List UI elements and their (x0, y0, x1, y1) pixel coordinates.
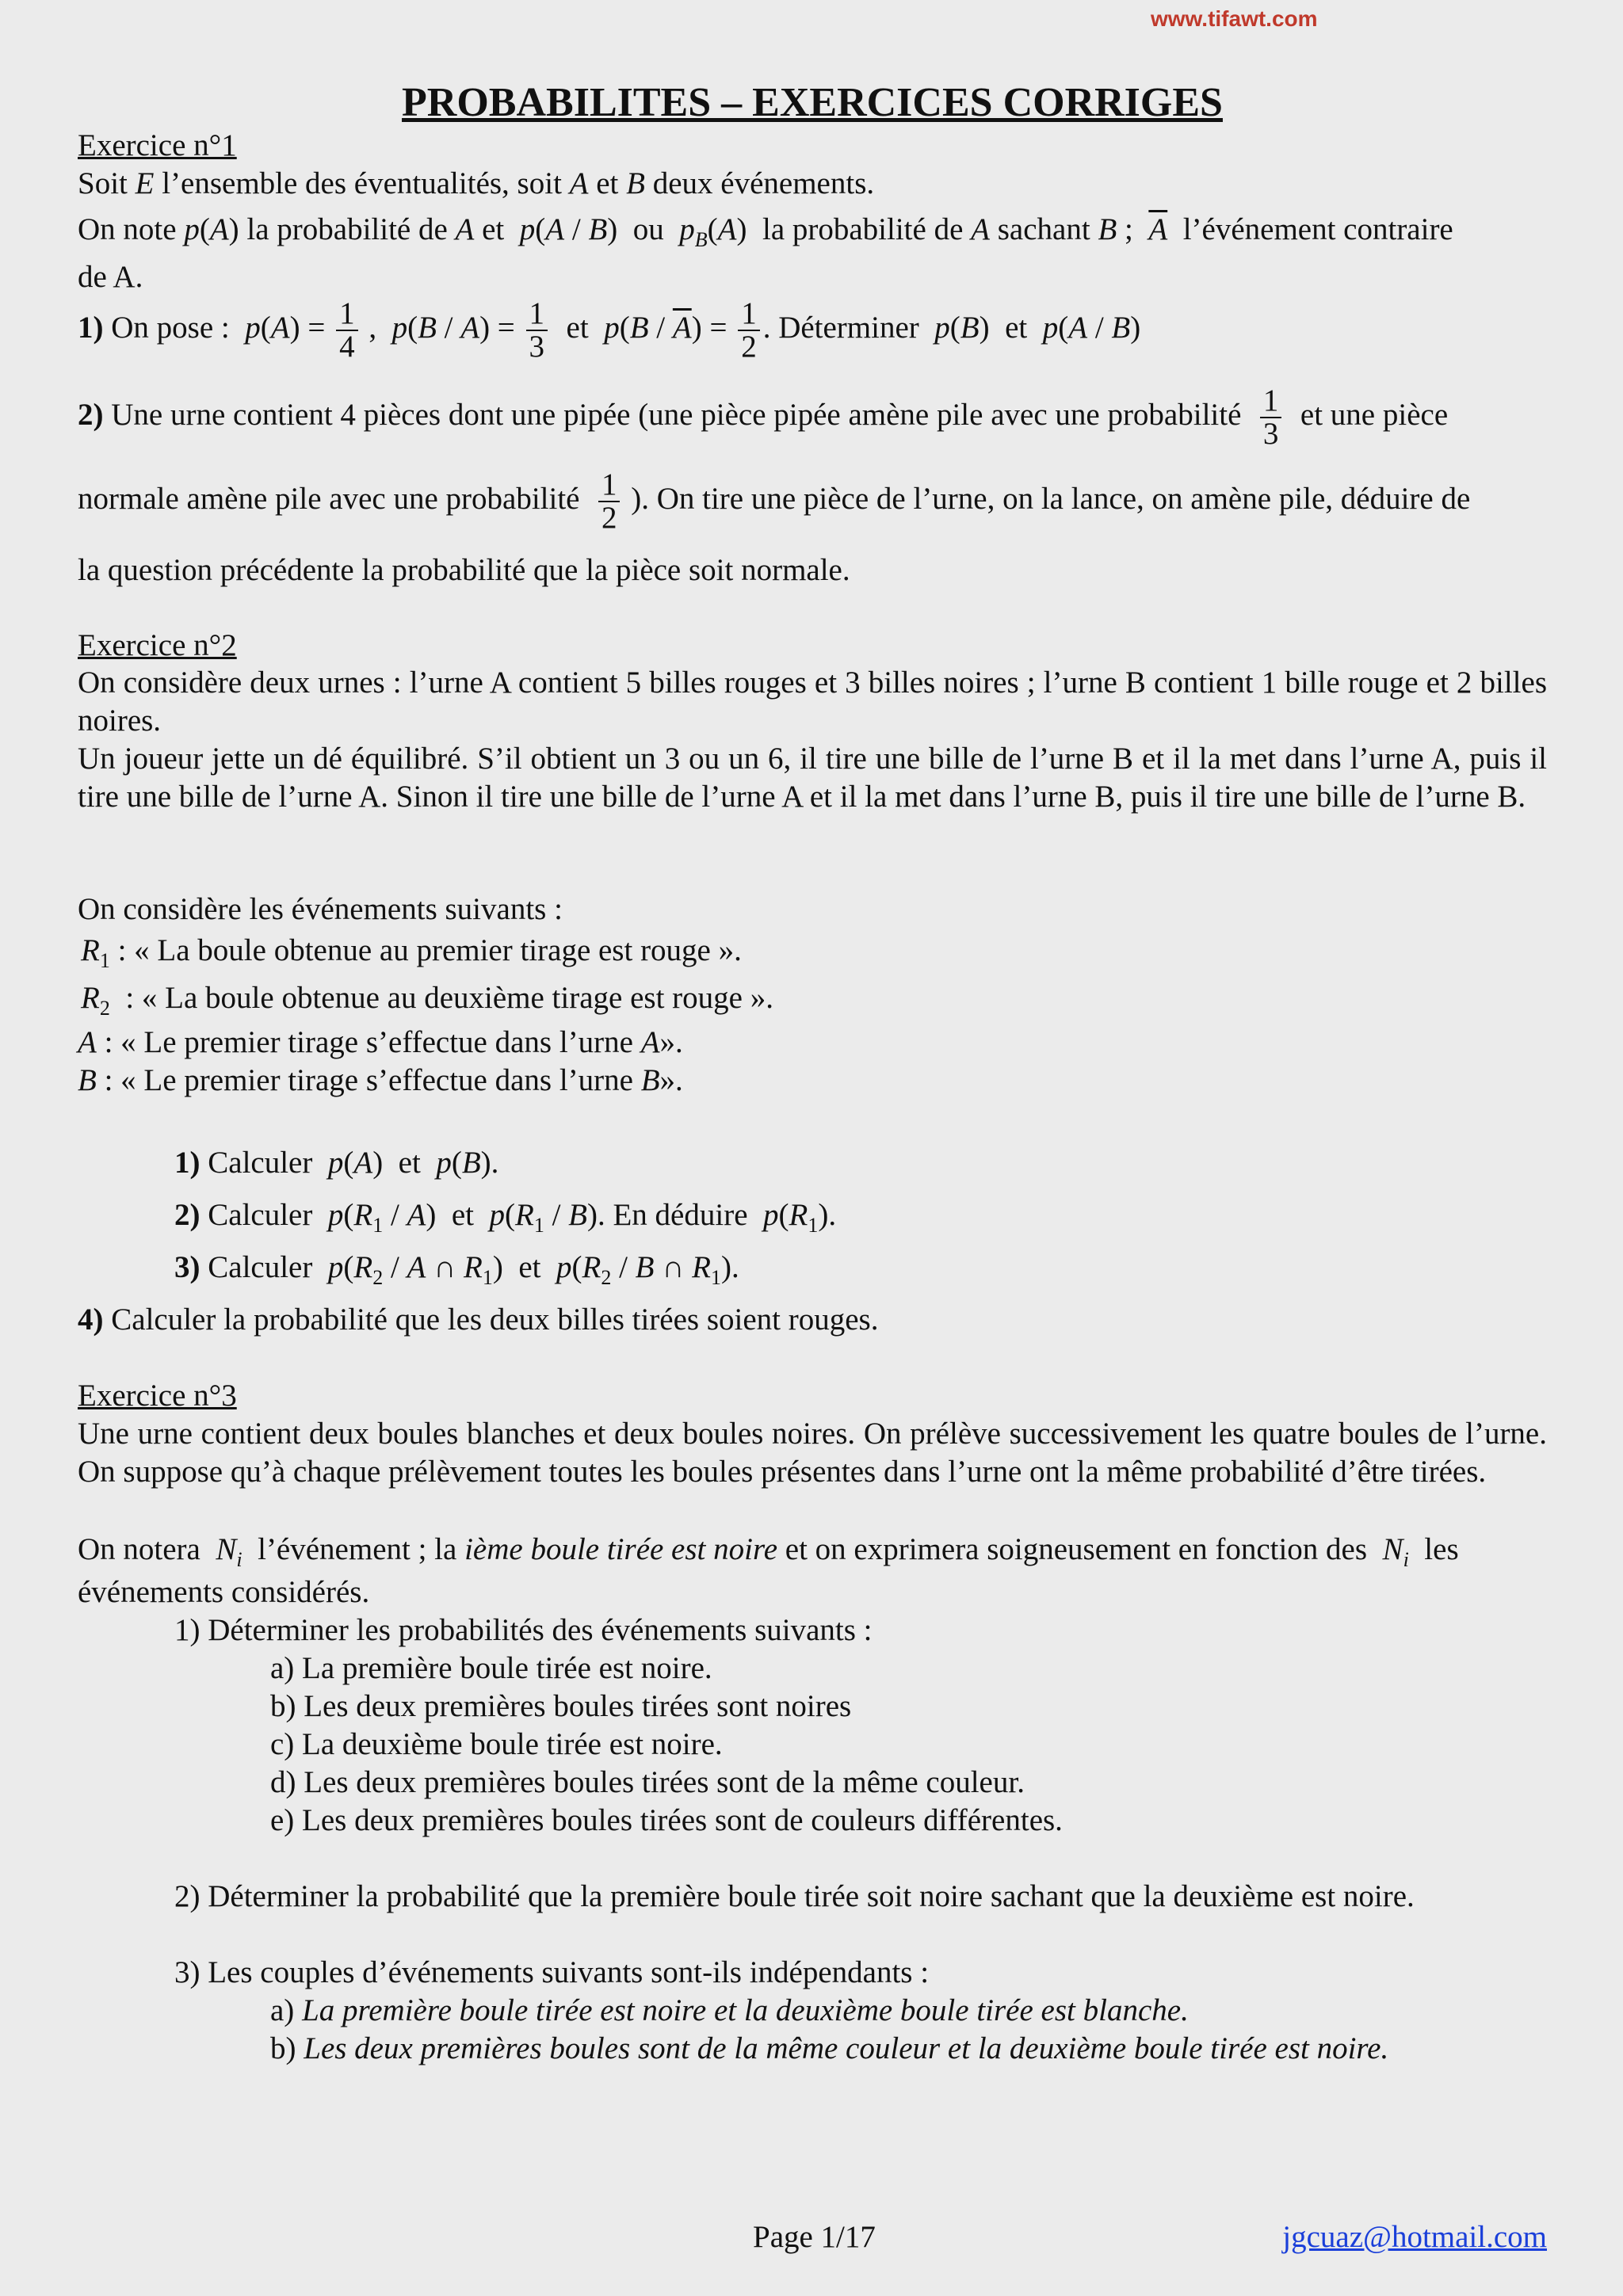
ex1-q1: 1) On pose : p(A) = $\frac{1}{4}$ , p(B / A) = $\frac{1}{3}$ et $p(B / \overline{A})$ = $\frac{1}{2}$ . Déterminer p(B) et p(A / B) (78, 296, 1141, 364)
ex3-q3a-text: La première boule tirée est noire et la deuxième boule tirée est blanche. (302, 1993, 1189, 2027)
ex1-line1: Soit E l’ensemble des éventualités, soit A et B deux événements. (78, 166, 875, 200)
author-email-link[interactable]: jgcuaz@hotmail.com (1282, 2220, 1547, 2254)
ex3-p2-line1: On notera $N_i$ l’événement ; la ième boule tirée est noire et on exprimera soigneusement en fonction des $N_i$ les (78, 1532, 1459, 1571)
ex2-event-a: A : « Le premier tirage s’effectue dans l’urne A». (78, 1025, 683, 1059)
ex3-q3: 3) Les couples d’événements suivants sont-ils indépendants : (174, 1955, 930, 1989)
ex2-event-b: B : « Le premier tirage s’effectue dans l’urne B». (78, 1063, 683, 1097)
ex3-q1-item: d) Les deux premières boules tirées sont de la même couleur. (270, 1765, 1025, 1799)
ex2-event-r2: $R_2$ : « La boule obtenue au deuxième tirage est rouge ». (81, 981, 773, 1020)
ex3-q1-item: a) La première boule tirée est noire. (270, 1651, 712, 1685)
website-watermark[interactable]: www.tifawt.com (1151, 6, 1318, 31)
ex3-q3a-label: a) (270, 1993, 295, 2027)
ex2-intro: On considère les événements suivants : (78, 892, 563, 926)
ex2-q4-text: Calculer la probabilité que les deux billes tirées soient rouges. (111, 1302, 879, 1337)
ex2-event-r2-text: : « La boule obtenue au deuxième tirage est rouge ». (125, 981, 773, 1015)
ex2-q3: 3) Calculer $p(R_2$ / A ∩ $R_1$) et $p(R_2$ / B ∩ $R_1$). (174, 1250, 739, 1289)
ex3-q1: 1) Déterminer les probabilités des événements suivants : (174, 1613, 873, 1647)
ex3-q1-item: b) Les deux premières boules tirées sont noires (270, 1689, 852, 1723)
ex3-q2: 2) Déterminer la probabilité que la première boule tirée soit noire sachant que la deuxième est noire. (174, 1879, 1415, 1913)
ex3-q3b-text: Les deux premières boules sont de la même couleur et la deuxième boule tirée est noire. (304, 2031, 1389, 2065)
ex1-heading: Exercice n°1 (78, 128, 237, 162)
ex1-q2-line3: la question précédente la probabilité que la pièce soit normale. (78, 553, 850, 587)
ex3-p2-line2: événements considérés. (78, 1575, 370, 1609)
ex1-line2-end: de A. (78, 260, 143, 294)
ex1-line2: On note p(A) la probabilité de A et p(A / B) ou $p_B(A)$ la probabilité de A sachant B ; $\overline{A}$ l’événement contraire (78, 212, 1453, 251)
ex2-q1: 1) Calculer p(A) et p(B). (174, 1146, 499, 1180)
ex3-q1-item: c) La deuxième boule tirée est noire. (270, 1727, 723, 1761)
ex3-q3b-label: b) (270, 2031, 296, 2065)
ex2-event-r1: $R_1$ : « La boule obtenue au premier tirage est rouge ». (81, 933, 742, 972)
page-number: Page 1/17 (753, 2220, 876, 2254)
ex3-heading: Exercice n°3 (78, 1379, 237, 1413)
ex2-q4: 4) Calculer la probabilité que les deux billes tirées soient rouges. (78, 1302, 879, 1337)
ex2-event-r1-text: : « La boule obtenue au premier tirage est rouge ». (117, 933, 742, 967)
ex3-q3b (270, 2030, 1388, 2068)
ex3-p1: Une urne contient deux boules blanches et deux boules noires. On prélève successivement les quatre boules de l’urne. On suppose qu’à chaque prélèvement toutes les boules présentes dans l’urne ont la même probabilité d’être tirées. (78, 1417, 1547, 1489)
ex2-p2: Un joueur jette un dé équilibré. S’il obtient un 3 ou un 6, il tire une bille de l’urne B et il la met dans l’urne A, puis il tire une bille de l’urne A. Sinon il tire une bille de l’urne A et il la met dans l’urne B, puis il tire une bille de l’urne B. (78, 742, 1547, 814)
ex2-q2: 2) Calculer $p(R_1 / A)$ et $p(R_1 / B)$. En déduire $p(R_1)$. (174, 1198, 837, 1237)
page-title: PROBABILITES – EXERCICES CORRIGES (402, 80, 1223, 125)
ex1-q2-line2: normale amène pile avec une probabilité $\frac{1}{2}$ ). On tire une pièce de l’urne, on la lance, on amène pile, déduire de (78, 467, 1471, 535)
ex3-q1-item: e) Les deux premières boules tirées sont de couleurs différentes. (270, 1803, 1063, 1837)
ex3-q3a (270, 1992, 1189, 2030)
ex2-heading: Exercice n°2 (78, 628, 237, 662)
ex1-q2-line1: 2) Une urne contient 4 pièces dont une pipée (une pièce pipée amène pile avec une probabilité $\frac{1}{3}$ et une pièce (78, 383, 1449, 451)
ex2-p1: On considère deux urnes : l’urne A contient 5 billes rouges et 3 billes noires ; l’urne B contient 1 bille rouge et 2 billes noires. (78, 666, 1547, 738)
